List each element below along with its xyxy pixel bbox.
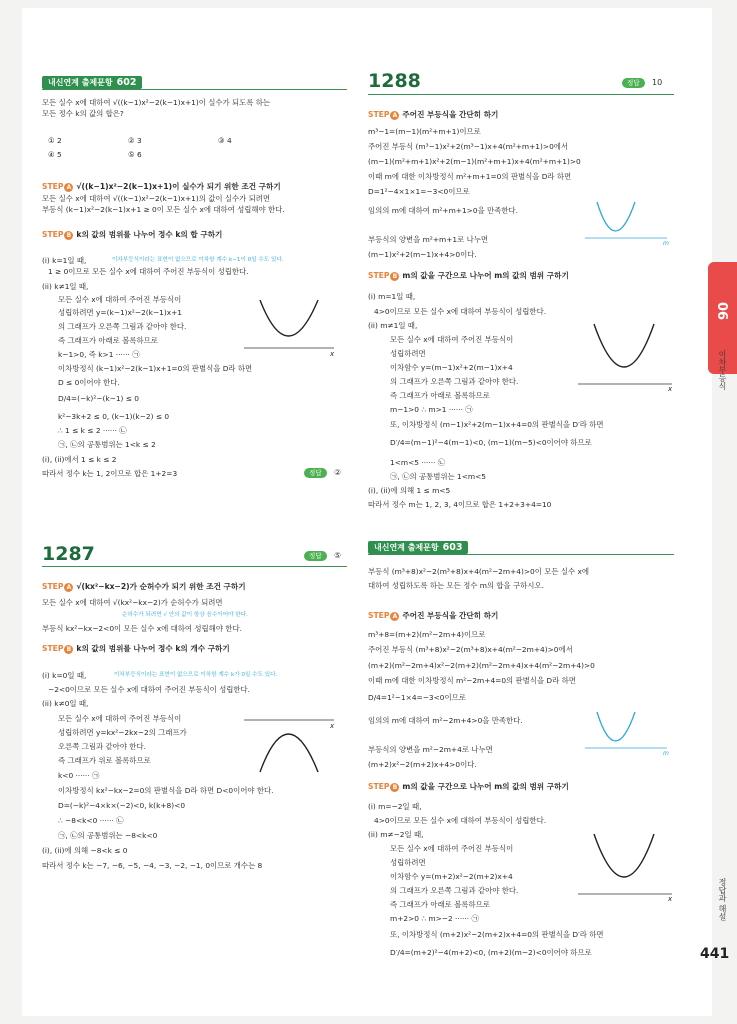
choice: ④ 5 — [48, 150, 62, 159]
parabola-graph — [576, 830, 676, 902]
text-line: 성립하려면 y=kx²−2kx−2의 그래프가 — [58, 728, 187, 737]
problem-number: 1288 — [368, 70, 421, 92]
divider — [42, 89, 347, 90]
tag-603 — [368, 541, 468, 554]
step-title: m의 값을 구간으로 나누어 m의 값의 범위 구하기 — [402, 271, 569, 280]
text-line: 임의의 m에 대하여 m²−2m+4>0을 만족한다. — [368, 716, 523, 725]
divider — [368, 94, 674, 95]
answer-badge: 정답 — [304, 468, 327, 478]
text-line: (i) m=−2일 때, — [368, 802, 422, 811]
step-b-heading — [42, 643, 230, 654]
text-line: −2<0이므로 모든 실수 x에 대하여 주어진 부등식이 성립한다. — [48, 685, 251, 694]
axis-label: x — [330, 350, 335, 358]
step-label: STEP — [42, 644, 64, 653]
text-line: 부등식의 양변을 m²+m+1로 나누면 — [368, 235, 489, 244]
text-line: 즉 그래프가 아래로 볼록하므로 — [390, 391, 490, 400]
step-b-heading — [42, 229, 222, 240]
step-letter: A — [64, 183, 73, 192]
text-line: 모든 실수 x에 대하여 주어진 부등식이 — [390, 844, 514, 853]
text-line: (ii) k≠1일 때, — [42, 282, 89, 291]
text-line: D=(−k)²−4×k×(−2)<0, k(k+8)<0 — [58, 801, 186, 810]
text-line: m+2>0 ∴ m>−2 ······ ㉠ — [390, 914, 479, 923]
answer-badge: 정답 — [304, 551, 327, 561]
chapter-label: 이차부등식 — [718, 350, 727, 390]
text-line: 부등식 (k−1)x²−2(k−1)x+1 ≥ 0이 모든 실수 x에 대하여 성립해야 한다. — [42, 205, 285, 214]
step-b-heading — [368, 270, 569, 281]
page-number: 441 — [700, 946, 730, 962]
text-line: 이때 m에 대한 이차방정식 m²−2m+4=0의 판별식을 D라 하면 — [368, 676, 576, 685]
step-title: √((k−1)x²−2(k−1)x+1)이 실수가 되기 위한 조건 구하기 — [76, 182, 281, 191]
parabola-curve — [260, 300, 318, 336]
step-label: STEP — [42, 182, 64, 191]
choice: ② 3 — [128, 136, 142, 145]
step-letter: B — [64, 645, 73, 654]
tag-number: 603 — [442, 542, 463, 553]
text-line: 의 그래프가 오른쪽 그림과 같아야 한다. — [390, 886, 519, 895]
axis-label: m — [663, 240, 669, 246]
text-line: 성립하려면 — [390, 858, 426, 867]
text-line: ㉠, ㉡의 공통범위는 −8<k<0 — [58, 831, 158, 840]
text-line: D/4=(−k)²−(k−1) ≤ 0 — [58, 394, 140, 403]
tag-label: 내신연계 출제문항 — [374, 543, 439, 552]
text-line: 1<m<5 ······ ㉡ — [390, 458, 446, 467]
text-line: (i) m=1일 때, — [368, 292, 416, 301]
q602-line: 모든 정수 k의 값의 합은? — [42, 109, 124, 118]
choice: ① 2 — [48, 136, 62, 145]
step-a-heading — [42, 581, 246, 592]
text-line: 임의의 m에 대하여 m²+m+1>0을 만족한다. — [368, 206, 518, 215]
step-label: STEP — [42, 582, 64, 591]
choice: ⑤ 6 — [128, 150, 142, 159]
text-line: (i), (ii)에 의해 1 ≤ m<5 — [368, 486, 451, 495]
text-line: 부등식의 양변을 m²−2m+4로 나누면 — [368, 745, 493, 754]
tag-number: 602 — [116, 77, 137, 88]
section-label: 정답과 해설 — [718, 878, 727, 921]
answer-value: 10 — [652, 78, 663, 87]
text-line: m³+8=(m+2)(m²−2m+4)이므로 — [368, 630, 486, 639]
text-line: ∴ 1 ≤ k ≤ 2 ······ ㉡ — [58, 426, 127, 435]
parabola-curve — [594, 834, 654, 877]
step-label: STEP — [42, 230, 64, 239]
text-line: k−1>0, 즉 k>1 ······ ㉠ — [58, 350, 140, 359]
answer-value: ⑤ — [334, 551, 342, 560]
text-line: 따라서 정수 m는 1, 2, 3, 4이므로 합은 1+2+3+4=10 — [368, 500, 552, 509]
text-line: D=1²−4×1×1=−3<0이므로 — [368, 187, 470, 196]
text-line: (ii) m≠1일 때, — [368, 321, 418, 330]
text-line: (m−1)(m²+m+1)x²+2(m−1)(m²+m+1)x+4(m²+m+1)>0 — [368, 157, 581, 166]
text-line: 또, 이차방정식 (m−1)x²+2(m−1)x+4=0의 판별식을 D′라 하면 — [390, 420, 604, 429]
text-line: m³−1=(m−1)(m²+m+1)이므로 — [368, 127, 481, 136]
text-line: (i) k=1일 때, — [42, 256, 87, 265]
step-a-heading — [42, 181, 281, 192]
divider — [368, 554, 674, 555]
step-label: STEP — [368, 110, 390, 119]
axis-label: m — [663, 750, 669, 756]
text-line: 즉 그래프가 아래로 볼록하므로 — [58, 336, 158, 345]
choice: ③ 4 — [218, 136, 232, 145]
text-line: (i), (ii)에 의해 −8<k ≤ 0 — [42, 846, 128, 855]
text-line: 오른쪽 그림과 같아야 한다. — [58, 742, 146, 751]
note: 순허수가 되려면 √ 안의 값이 항상 음수이어야 한다. — [122, 612, 248, 618]
text-line: m−1>0 ∴ m>1 ······ ㉠ — [390, 405, 473, 414]
axis-label: x — [668, 895, 673, 902]
text-line: 모든 실수 x에 대하여 √((k−1)x²−2(k−1)x+1)의 값이 실수가 되려면 — [42, 194, 271, 203]
step-letter: B — [390, 272, 399, 281]
text-line: 의 그래프가 오른쪽 그림과 같아야 한다. — [390, 377, 519, 386]
text-line: (i), (ii)에서 1 ≤ k ≤ 2 — [42, 455, 117, 464]
text-line: 부등식 kx²−kx−2<0이 모든 실수 x에 대하여 성립해야 한다. — [42, 624, 242, 633]
step-label: STEP — [368, 782, 390, 791]
text-line: 성립하려면 y=(k−1)x²−2(k−1)x+1 — [58, 308, 182, 317]
text-line: 이차함수 y=(m+2)x²−2(m+2)x+4 — [390, 872, 513, 881]
q602-line: 모든 실수 x에 대하여 √((k−1)x²−2(k−1)x+1)이 실수가 되도록 하는 — [42, 98, 271, 107]
parabola-curve — [260, 734, 318, 772]
problem-number: 1287 — [42, 543, 95, 565]
divider — [42, 566, 347, 567]
parabola-curve — [597, 202, 635, 231]
text-line: 주어진 부등식 (m³+8)x²−2(m³+8)x+4(m²−2m+4)>0에서 — [368, 645, 573, 654]
text-line: 따라서 정수 k는 1, 2이므로 합은 1+2=3 — [42, 469, 178, 478]
step-label: STEP — [368, 271, 390, 280]
text-line: 이차방정식 kx²−kx−2=0의 판별식을 D라 하면 D<0이어야 한다. — [58, 786, 274, 795]
axis-label: x — [668, 385, 673, 392]
text-line: 1 ≥ 0이므로 모든 실수 x에 대하여 주어진 부등식이 성립한다. — [48, 267, 249, 276]
step-title: m의 값을 구간으로 나누어 m의 값의 범위 구하기 — [402, 782, 569, 791]
step-title: k의 값의 범위를 나누어 정수 k의 합 구하기 — [76, 230, 223, 239]
text-line: 또, 이차방정식 (m+2)x²−2(m+2)x+4=0의 판별식을 D′라 하면 — [390, 930, 604, 939]
text-line: 즉 그래프가 위로 볼록하므로 — [58, 756, 151, 765]
axis-label: x — [330, 722, 335, 730]
text-line: (ii) m≠−2일 때, — [368, 830, 424, 839]
answer-badge: 정답 — [622, 78, 645, 88]
step-letter: B — [390, 783, 399, 792]
text-line: (m+2)(m²−2m+4)x²−2(m+2)(m²−2m+4)x+4(m²−2m+4)>0 — [368, 661, 595, 670]
text-line: 이때 m에 대한 이차방정식 m²+m+1=0의 판별식을 D라 하면 — [368, 172, 572, 181]
text-line: k²−3k+2 ≤ 0, (k−1)(k−2) ≤ 0 — [58, 412, 170, 421]
small-parabola-graph — [583, 198, 673, 246]
text-line: k<0 ······ ㉠ — [58, 771, 100, 780]
text-line: (i) k=0일 때, — [42, 671, 87, 680]
text-line: 모든 실수 x에 대하여 주어진 부등식이 — [58, 295, 182, 304]
text-line: 모든 실수 x에 대하여 주어진 부등식이 — [390, 335, 514, 344]
q603-line: 부등식 (m³+8)x²−2(m³+8)x+4(m²−2m+4)>0이 모든 실수 x에 — [368, 567, 589, 576]
text-line: ㉠, ㉡의 공통범위는 1<k ≤ 2 — [58, 440, 156, 449]
parabola-graph — [242, 296, 342, 358]
answer-value: ② — [334, 468, 342, 477]
text-line: 따라서 정수 k는 −7, −6, −5, −4, −3, −2, −1, 0이므로 개수는 8 — [42, 861, 263, 870]
step-label: STEP — [368, 611, 390, 620]
text-line: 주어진 부등식 (m³−1)x²+2(m³−1)x+4(m²+m+1)>0에서 — [368, 142, 569, 151]
text-line: D′/4=(m−1)²−4(m−1)<0, (m−1)(m−5)<0이어야 하므로 — [390, 438, 592, 447]
parabola-curve — [594, 324, 654, 367]
step-title: 주어진 부등식을 간단히 하기 — [402, 110, 499, 119]
parabola-graph — [242, 712, 342, 774]
text-line: 4>0이므로 모든 실수 x에 대하여 부등식이 성립한다. — [374, 816, 547, 825]
text-line: 이차함수 y=(m−1)x²+2(m−1)x+4 — [390, 363, 513, 372]
parabola-curve — [597, 712, 635, 741]
step-title: k의 값의 범위를 나누어 정수 k의 개수 구하기 — [76, 644, 230, 653]
step-letter: A — [390, 111, 399, 120]
text-line: D/4=1²−1×4=−3<0이므로 — [368, 693, 466, 702]
step-b-heading — [368, 781, 569, 792]
text-line: 모든 실수 x에 대하여 주어진 부등식이 — [58, 714, 182, 723]
chapter-number: 06 — [714, 302, 729, 321]
step-a-heading — [368, 109, 498, 120]
text-line: (ii) k≠0일 때, — [42, 699, 89, 708]
step-letter: B — [64, 231, 73, 240]
step-title: √(kx²−kx−2)가 순허수가 되기 위한 조건 구하기 — [76, 582, 246, 591]
tag-label: 내신연계 출제문항 — [48, 78, 113, 87]
note: 이차부등식이라는 표현이 없으므로 이차항 계수 k가 0일 수도 있다. — [114, 672, 278, 678]
small-parabola-graph — [583, 708, 673, 756]
text-line: (m+2)x²−2(m+2)x+4>0이다. — [368, 760, 477, 769]
text-line: 모든 실수 x에 대하여 √(kx²−kx−2)가 순허수가 되려면 — [42, 598, 223, 607]
text-line: ∴ −8<k<0 ······ ㉡ — [58, 816, 124, 825]
text-line: D ≤ 0이어야 한다. — [58, 378, 120, 387]
text-line: 이차방정식 (k−1)x²−2(k−1)x+1=0의 판별식을 D라 하면 — [58, 364, 253, 373]
text-line: D′/4=(m+2)²−4(m+2)<0, (m+2)(m−2)<0이어야 하므로 — [390, 948, 592, 957]
step-title: 주어진 부등식을 간단히 하기 — [402, 611, 499, 620]
text-line: 성립하려면 — [390, 349, 426, 358]
step-letter: A — [390, 612, 399, 621]
parabola-graph — [576, 320, 676, 392]
text-line: ㉠, ㉡의 공통범위는 1<m<5 — [390, 472, 487, 481]
text-line: 4>0이므로 모든 실수 x에 대하여 부등식이 성립한다. — [374, 307, 547, 316]
step-letter: A — [64, 583, 73, 592]
text-line: 즉 그래프가 아래로 볼록하므로 — [390, 900, 490, 909]
q603-line: 대하여 성립하도록 하는 모든 정수 m의 합을 구하시오. — [368, 581, 544, 590]
tag-602 — [42, 76, 142, 89]
text-line: (m−1)x²+2(m−1)x+4>0이다. — [368, 250, 477, 259]
step-a-heading — [368, 610, 498, 621]
note: 이차부등식이라는 표현이 없으므로 이차항 계수 k−1이 0일 수도 있다. — [112, 257, 284, 263]
text-line: 의 그래프가 오른쪽 그림과 같아야 한다. — [58, 322, 187, 331]
